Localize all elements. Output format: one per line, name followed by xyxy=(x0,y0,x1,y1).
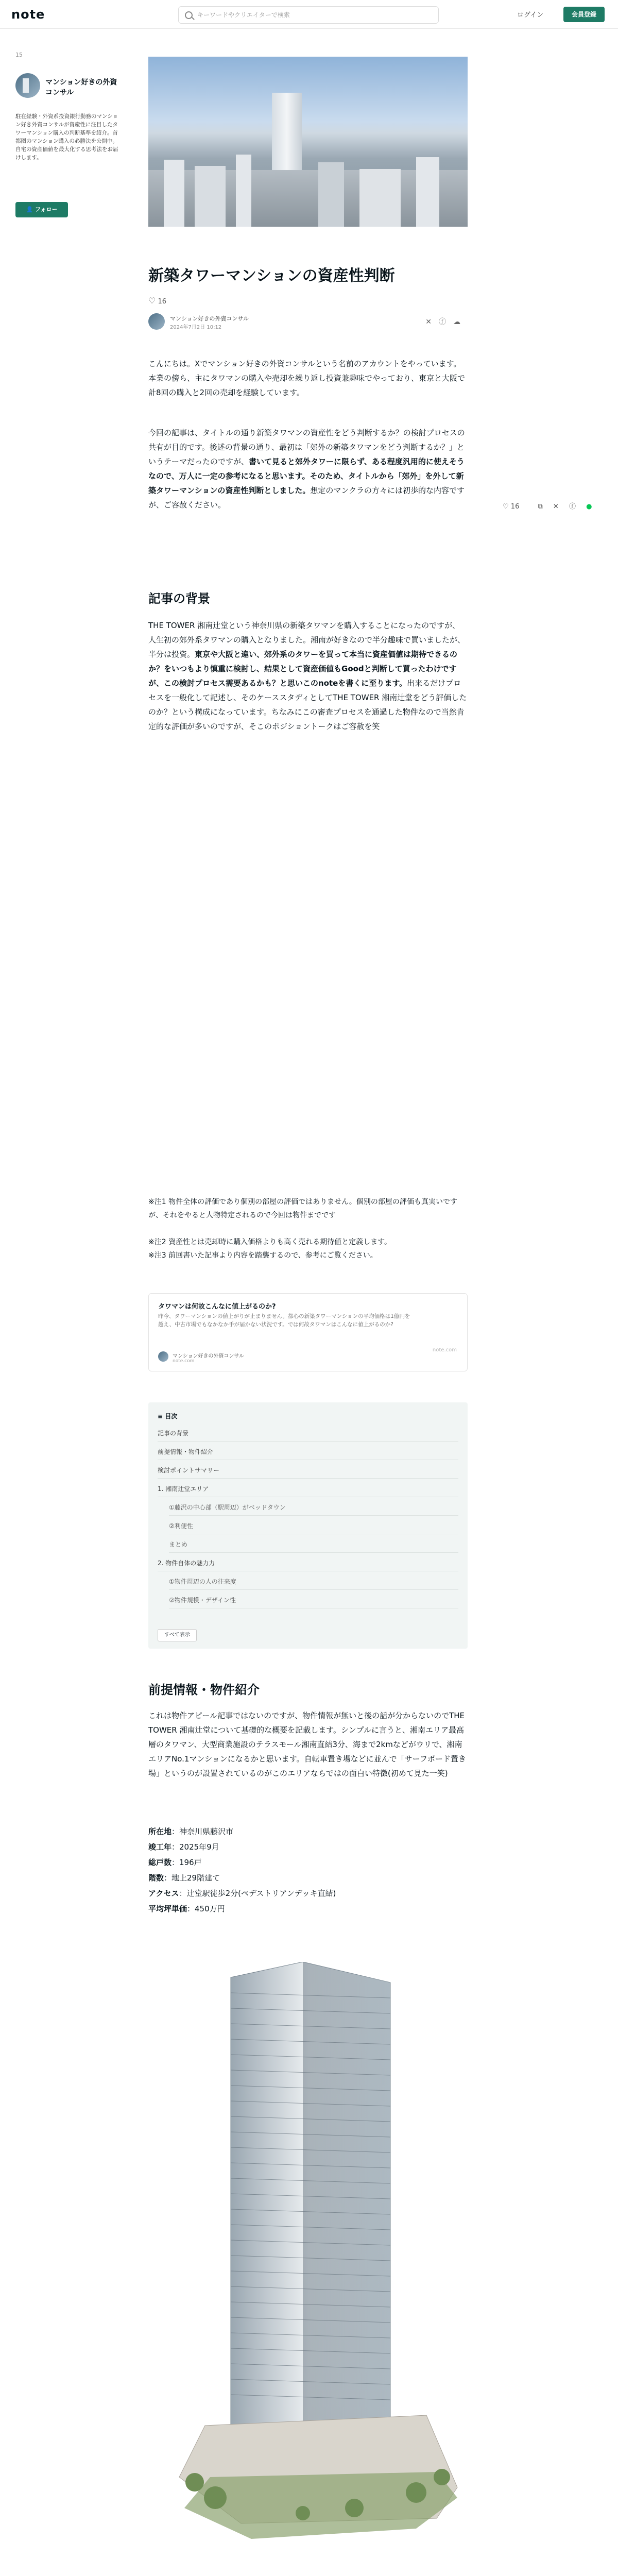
section-heading-property: 前提情報・物件紹介 xyxy=(148,1683,260,1697)
person-plus-icon: 👤 xyxy=(26,206,36,213)
spec-row: 階数：地上29階建て xyxy=(148,1873,220,1883)
toc-item[interactable]: 前提情報・物件紹介 xyxy=(158,1444,458,1460)
spec-row: 所在地：神奈川県藤沢市 xyxy=(148,1827,234,1836)
card-url: note.com xyxy=(173,1359,195,1364)
background-paragraph: THE TOWER 湘南辻堂という神奈川県の新築タワマンを購入することになったのですが、人生初の郊外系タワマンの購入となりました。湘南が好きなので半分趣味で買いましたが、半分は投資。東京や大阪と違い、郊外系のタワーを買って本当に資産価値は期待できるのか？をいつもより慎重に検討し、結果として資産価値もGoodと判断して買ったわけですが、この検討プロセス需要あるかも？と思いこのnoteを書くに至ります。出来るだけプロセスを一般化して記述し、そのケーススタディとしてTHE TOWER 湘南辻堂をどう評価したのか？という構成になっています。ちなみにこの審査プロセスを通過した物件なので当然肯定的な評価が多いのですが、そこのポジショントークはご容赦を笑 xyxy=(148,621,467,731)
facebook-share-icon[interactable]: ⓕ xyxy=(569,503,576,511)
toc-item[interactable]: ①物件周辺の人の往来度 xyxy=(169,1573,458,1590)
spec-row: 平均坪単価：450万円 xyxy=(148,1904,225,1913)
spec-row: アクセス：辻堂駅徒歩2分(ペデストリアンデッキ直結) xyxy=(148,1889,336,1898)
spec-row: 総戸数：196戸 xyxy=(148,1858,202,1867)
share-like-count: 16 xyxy=(510,503,520,511)
follow-label: フォロー xyxy=(35,206,58,213)
share-x-icon[interactable]: ✕ xyxy=(425,318,439,326)
card-link: note.com xyxy=(432,1347,457,1353)
toc-item[interactable]: 1. 湘南辻堂エリア xyxy=(158,1481,458,1497)
card-author: マンション好きの外資コンサル xyxy=(173,1353,245,1359)
follow-button[interactable] xyxy=(15,202,68,217)
like-heart-icon[interactable]: ♡ 16 xyxy=(503,503,520,511)
login-link[interactable]: ログイン xyxy=(517,11,544,19)
article-title: 新築タワーマンションの資産性判断 xyxy=(148,267,395,285)
publish-date: 2024年7月2日 10:12 xyxy=(170,325,222,330)
table-of-contents xyxy=(148,1402,468,1649)
author-avatar[interactable] xyxy=(15,73,40,98)
toc-item[interactable]: 記事の背景 xyxy=(158,1425,458,1442)
toc-heading: ≡ 目次 xyxy=(158,1413,178,1420)
toc-item[interactable]: 検討ポイントサマリー xyxy=(158,1462,458,1479)
note-3: ※注3 前回書いた記事より内容を踏襲するので、参考にご覧ください。 xyxy=(148,1251,377,1260)
note-1: ※注1 物件全体の評価であり個別の部屋の評価ではありません。個別の部屋の評価も真実いですが、それをやると人物特定されるので今回は物件までです xyxy=(148,1198,457,1219)
toc-item[interactable]: ②物件規模・デザイン性 xyxy=(169,1592,458,1608)
x-share-icon[interactable]: ✕ xyxy=(553,503,559,511)
floating-share-bar xyxy=(503,501,600,511)
embedded-note-card[interactable] xyxy=(148,1293,468,1371)
comment-icon[interactable]: ☁ xyxy=(453,318,468,326)
follower-count: 15 xyxy=(15,52,23,58)
card-description: 昨今、タワーマンションの値上がりが止まりません。都心の新築タワーマンションの平均価格は1億円を超え、中古市場でもなかなか手が届かない状況です。では何故タワマンはこんなに値上がるのか? xyxy=(158,1313,410,1328)
search-input[interactable] xyxy=(197,10,429,20)
meta-author-avatar[interactable] xyxy=(148,313,165,330)
hero-image xyxy=(148,57,468,227)
toc-item[interactable]: ①藤沢の中心部（駅周辺）がベッドタウン xyxy=(169,1499,458,1516)
signup-button[interactable]: 会員登録 xyxy=(563,7,605,22)
tower-illustration xyxy=(148,1962,468,2568)
search-box[interactable] xyxy=(178,6,439,24)
article-meta xyxy=(148,311,468,332)
like-row[interactable] xyxy=(148,296,166,306)
note-2: ※注2 資産性とは売却時に購入価格よりも高く売れる期待値と定義します。 xyxy=(148,1238,391,1246)
toc-item[interactable]: 2. 物件自体の魅力力 xyxy=(158,1555,458,1571)
note-logo[interactable]: note xyxy=(11,7,45,22)
toc-item[interactable]: ②利便性 xyxy=(169,1518,458,1534)
author-name[interactable]: マンション好きの外資コンサル xyxy=(45,78,117,97)
exterior-image xyxy=(148,1962,468,2568)
site-header xyxy=(0,0,618,29)
section-heading-background: 記事の背景 xyxy=(148,591,210,606)
toc-item[interactable]: まとめ xyxy=(169,1536,458,1553)
caption-exterior xyxy=(148,2574,468,2576)
list-icon: ≡ xyxy=(158,1413,165,1420)
line-share-icon[interactable]: ● xyxy=(586,503,592,511)
spec-row: 竣工年：2025年9月 xyxy=(148,1842,219,1852)
card-avatar xyxy=(158,1351,168,1362)
intro-paragraph: こんにちは。Xでマンション好きの外資コンサルという名前のアカウントをやっています。本業の傍ら、主にタワマンの購入や売却を繰り返し投資兼趣味でやっており、東京と大阪で計8回の購入と2回の売却を経験しています。 xyxy=(148,359,466,397)
meta-author-name[interactable]: マンション好きの外資コンサル xyxy=(170,315,249,322)
like-count: 16 xyxy=(158,298,167,306)
toc-show-all-button[interactable]: すべて表示 xyxy=(158,1629,197,1641)
search-icon xyxy=(185,11,193,19)
purpose-paragraph: 今回の記事は、タイトルの通り新築タワマンの資産性をどう判断するか？の検討プロセスの共有が目的です。後述の背景の通り、最初は「郊外の新築タワマンをどう判断するか？」というテーマだったのですが、書いて見ると郊外タワーに限らず、ある程度汎用的に使えそうなので、万人に一定の参考になると思います。そのため、タイトルから「郊外」を外して新築タワーマンションの資産性判断としました。想定のマンクラの方々には初歩的な内容ですが、ご容赦ください。 xyxy=(148,428,465,510)
copy-link-icon[interactable]: ⧉ xyxy=(538,503,543,511)
card-title: タワマンは何故こんなに値上がるのか? xyxy=(158,1303,276,1311)
meta-actions xyxy=(425,316,468,327)
property-paragraph: これは物件アピール記事ではないのですが、物件情報が無いと後の話が分からないのでTHE TOWER 湘南辻堂について基礎的な概要を記載します。シンプルに言うと、湘南エリア最高層のタワマン、大型商業施設のテラスモール湘南直結3分、海まで2kmなどがウリで、湘南エリアNo.1マンションになるかと思います。自転車置き場などに並んで「サーフボード置き場」というのが設置されているのがこのエリアならではの面白い特徴(初めて見た一笑) xyxy=(148,1711,466,1778)
heart-icon[interactable]: ♡ xyxy=(148,296,156,306)
facebook-icon[interactable]: ⓕ xyxy=(439,318,453,326)
author-bio: 駐在経験・外資系投資銀行勤務のマンション好き外資コンサルが資産性に注目したタワーマンション購入の判断基準を紹介。首都圏のマンション購入の必勝法を公開中。自宅の資産価値を最大化する思考法をお届けします。 xyxy=(15,113,118,161)
